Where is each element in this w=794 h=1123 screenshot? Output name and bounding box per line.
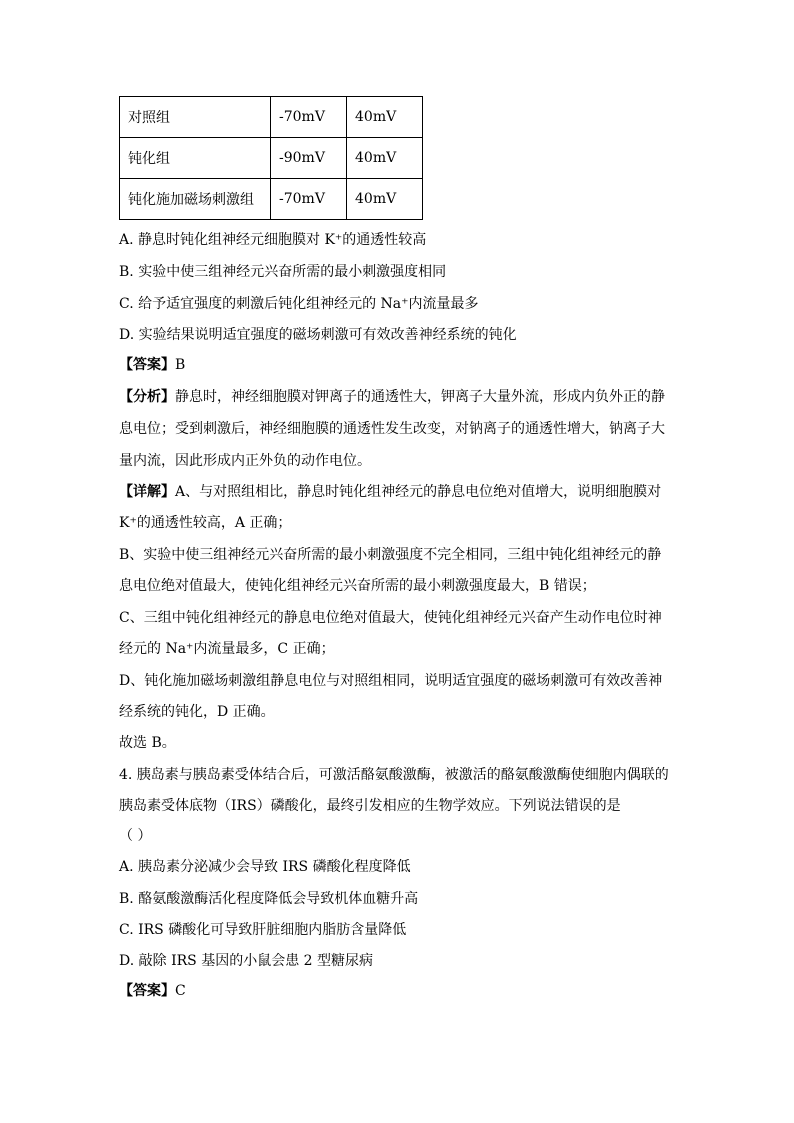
detail-tag: 【详解】 — [119, 484, 175, 500]
answer-value: C — [175, 983, 186, 999]
q3-analysis-line: 息电位；受到刺激后，神经细胞膜的通透性发生改变，对钠离子的通透性增大，钠离子大 — [119, 421, 665, 437]
table-cell: 40mV — [347, 138, 423, 179]
analysis-text: 静息时，神经细胞膜对钾离子的通透性大，钾离子大量外流，形成内负外正的静 — [175, 389, 665, 405]
table-cell: 钝化组 — [120, 138, 271, 179]
q4-stem-line: 4. 胰岛素与胰岛素受体结合后，可激活酪氨酸激酶，被激活的酪氨酸激酶使细胞内偶联的 — [119, 767, 669, 783]
answer-value: B — [175, 357, 186, 373]
q4-answer — [119, 981, 679, 1001]
table-cell: 钝化施加磁场刺激组 — [120, 179, 271, 220]
q4-stem-blank: （ ） — [119, 828, 152, 844]
q3-option-b: B. 实验中使三组神经元兴奋所需的最小刺激强度相同 — [119, 264, 447, 280]
q3-analysis-line: 量内流，因此形成内正外负的动作电位。 — [119, 453, 371, 469]
table-row — [120, 179, 423, 220]
q3-detail-line: 息电位绝对值最大，使钝化组神经元兴奋所需的最小刺激强度最大，B 错误； — [119, 578, 596, 594]
table-cell: 40mV — [347, 97, 423, 138]
table-cell: -70mV — [271, 97, 347, 138]
table-cell: 40mV — [347, 179, 423, 220]
answer-tag: 【答案】 — [119, 357, 175, 373]
q4-option-c: C. IRS 磷酸化可导致肝脏细胞内脂肪含量降低 — [119, 922, 407, 938]
q3-detail-line — [119, 482, 679, 502]
table-cell: -70mV — [271, 179, 347, 220]
answer-tag: 【答案】 — [119, 983, 175, 999]
q3-analysis-line — [119, 387, 679, 407]
q3-option-d: D. 实验结果说明适宜强度的磁场刺激可有效改善神经系统的钝化 — [119, 327, 517, 343]
q3-answer — [119, 355, 679, 375]
analysis-tag: 【分析】 — [119, 389, 175, 405]
experiment-table — [119, 96, 423, 220]
q3-option-a: A. 静息时钝化组神经元细胞膜对 K⁺的通透性较高 — [119, 232, 427, 248]
table-cell: 对照组 — [120, 97, 271, 138]
q4-option-a: A. 胰岛素分泌减少会导致 IRS 磷酸化程度降低 — [119, 859, 411, 875]
q3-detail-line: K⁺的通透性较高，A 正确； — [119, 515, 292, 531]
table-cell: -90mV — [271, 138, 347, 179]
q3-detail-line: B、实验中使三组神经元兴奋所需的最小刺激强度不完全相同，三组中钝化组神经元的静 — [119, 547, 662, 563]
q3-detail-line: D、钝化施加磁场刺激组静息电位与对照组相同，说明适宜强度的磁场刺激可有效改善神 — [119, 673, 663, 689]
q3-option-c: C. 给予适宜强度的刺激后钝化组神经元的 Na⁺内流量最多 — [119, 296, 479, 312]
q4-option-b: B. 酪氨酸激酶活化程度降低会导致机体血糖升高 — [119, 891, 419, 907]
table-row — [120, 97, 423, 138]
q4-stem-line: 胰岛素受体底物（IRS）磷酸化，最终引发相应的生物学效应。下列说法错误的是 — [119, 798, 621, 814]
table-row — [120, 138, 423, 179]
q3-detail-line: C、三组中钝化组神经元的静息电位绝对值最大，使钝化组神经元兴奋产生动作电位时神 — [119, 610, 662, 626]
q3-detail-line: 经系统的钝化，D 正确。 — [119, 704, 275, 720]
detail-text: A、与对照组相比，静息时钝化组神经元的静息电位绝对值增大，说明细胞膜对 — [175, 484, 662, 500]
q3-detail-line: 经元的 Na⁺内流量最多，C 正确； — [119, 641, 335, 657]
q4-option-d: D. 敲除 IRS 基因的小鼠会患 2 型糖尿病 — [119, 953, 373, 969]
q3-conclusion: 故选 B。 — [119, 735, 176, 751]
